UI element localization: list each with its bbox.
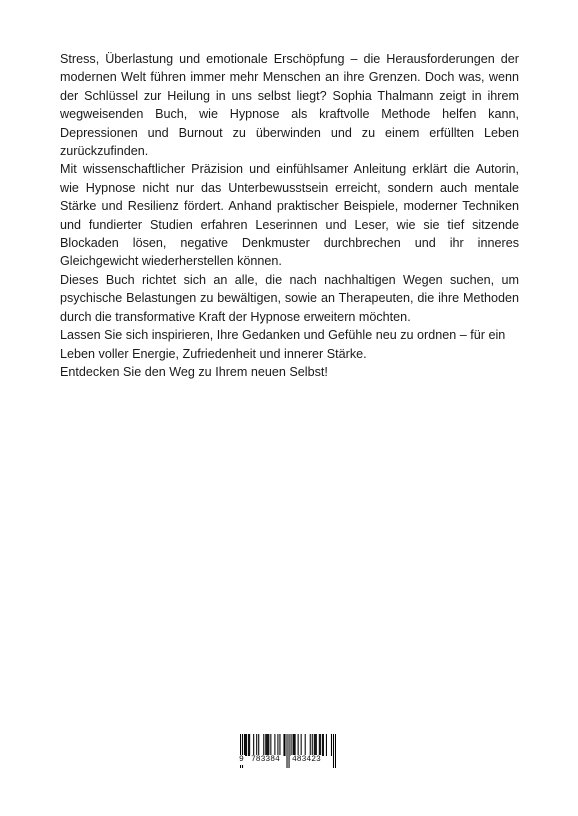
barcode-bar: [331, 734, 332, 756]
barcode-digits: [235, 755, 345, 767]
barcode-bar: [266, 734, 267, 756]
back-cover-text: [60, 50, 519, 381]
barcode-bar: [312, 734, 313, 756]
barcode-bar: [291, 734, 292, 756]
barcode-bar: [246, 734, 247, 756]
paragraph-method: Mit wissenschaftlicher Präzision und einfühlsamer Anleitung erklärt die Autorin, wie Hypnose nicht nur das Unterbewusstsein erreicht, sondern auch mentale Stärke und Resilienz fördert. Anhand praktischer Beispiele, moderner Techniken und fundierter Studien erfahren Leserinnen und Leser, wie sie tief sitzende Blockaden lösen, negative Denkmuster durchbrechen und ihr inneres Gleichgewicht wiederherstellen können.: [60, 162, 519, 269]
barcode-bar: [319, 734, 320, 756]
paragraph-closing: Entdecken Sie den Weg zu Ihrem neuen Selbst!: [60, 364, 328, 379]
barcode-left-group: 783384: [251, 755, 280, 764]
barcode-bar: [249, 734, 250, 756]
barcode-bar: [293, 734, 294, 756]
barcode-bar: [295, 734, 296, 756]
barcode-bar: [258, 734, 259, 756]
barcode-bar: [265, 734, 266, 756]
barcode-bar: [322, 734, 323, 756]
barcode-bar: [326, 734, 327, 756]
barcode-bar: [323, 734, 324, 756]
barcode-bar: [253, 734, 254, 756]
barcode-bar: [298, 734, 299, 756]
barcode-bar: [274, 734, 275, 756]
paragraph-inspiration: Lassen Sie sich inspirieren, Ihre Gedanken und Gefühle neu zu ordnen – für ein Leben voller Energie, Zufriedenheit und innerer Stärke.: [60, 328, 506, 361]
barcode-bar: [320, 734, 321, 756]
barcode-bar: [256, 734, 257, 756]
barcode-bar: [279, 734, 280, 756]
barcode-bar: [248, 734, 249, 756]
barcode-first-digit: 9: [239, 755, 244, 764]
barcode-bar: [294, 734, 295, 756]
barcode-bar: [268, 734, 269, 756]
barcode-bar: [270, 734, 271, 756]
barcode-bar: [283, 734, 284, 756]
barcode-bar: [244, 734, 245, 756]
barcode-bar: [263, 734, 264, 756]
barcode-right-group: 483423: [292, 755, 321, 764]
paragraph-intro: Stress, Überlastung und emotionale Erschöpfung – die Herausforderungen der modernen Welt führen immer mehr Menschen an ihre Grenzen. Doch was, wenn der Schlüssel zur Heilung in uns selbst liegt? Sophia Thalmann zeigt in ihrem wegweisenden Buch, wie Hypnose als kraftvolle Methode helfen kann, Depressionen und Burnout zu überwinden und zu einem erfüllten Leben zurückzufinden.: [60, 52, 519, 159]
barcode-bar: [314, 734, 315, 756]
barcode-bar: [315, 734, 316, 756]
barcode-bar: [301, 734, 302, 756]
barcode-bar: [267, 734, 268, 756]
barcode-bar: [305, 734, 306, 756]
barcode-bar: [284, 734, 285, 756]
barcode-bar: [316, 734, 317, 756]
barcode-bar: [277, 734, 278, 756]
barcode-bar: [310, 734, 311, 756]
paragraph-audience: Dieses Buch richtet sich an alle, die nach nachhaltigen Wegen suchen, um psychische Belastungen zu bewältigen, sowie an Therapeuten, die ihre Methoden durch die transformative Kraft der Hypnose erweitern möchten.: [60, 272, 519, 324]
barcode-bar: [245, 734, 246, 756]
